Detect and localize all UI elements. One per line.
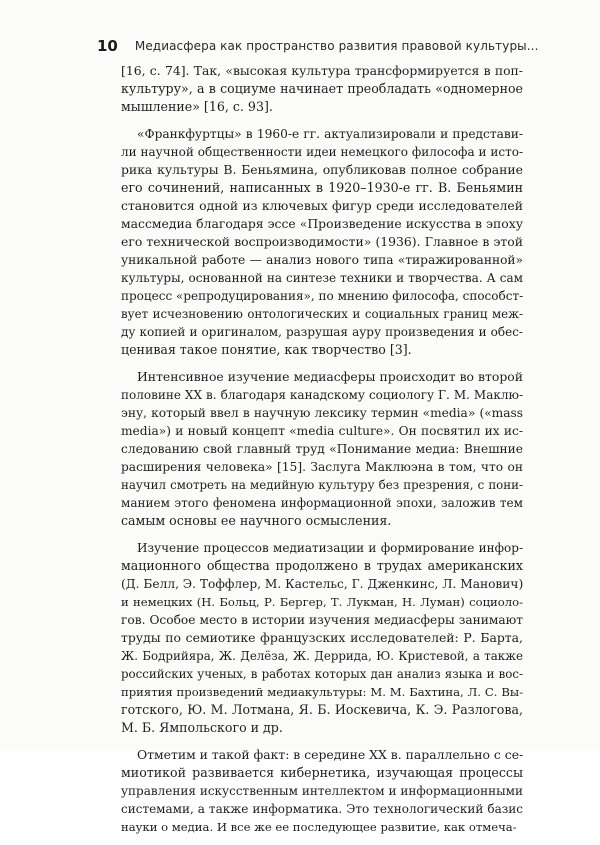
text-line: управления искусственным интеллектом и информационными xyxy=(121,784,523,798)
text-line: массмедиа благодаря эссе «Произведение искусства в эпоху xyxy=(121,216,523,231)
paragraph xyxy=(121,368,523,530)
text-line: готского, Ю. М. Лотмана, Я. Б. Иоскевича, К. Э. Разлогова, xyxy=(121,702,523,717)
text-line: половине XX в. благодаря канадскому социологу Г. М. Маклю- xyxy=(121,388,523,402)
text-line: труды по семиотике французских исследователей: Р. Барта, xyxy=(121,630,523,645)
text-line: Интенсивное изучение медиасферы происходит во второй xyxy=(137,369,523,384)
paragraph xyxy=(121,125,523,359)
text-line: и немецких (Н. Больц, Р. Бергер, Т. Лукман, Н. Луман) социоло- xyxy=(121,595,523,609)
paragraph xyxy=(121,62,523,116)
running-header xyxy=(97,36,539,56)
text-line: Ж. Бодрийяра, Ж. Делёза, Ж. Деррида, Ю. Кристевой, а также xyxy=(121,649,523,663)
page-number: 10 xyxy=(97,37,118,55)
text-line: системами, а также информатика. Это технологический базис xyxy=(121,802,523,816)
text-line: media») и новый концепт «media culture». Он посвятил их ис- xyxy=(121,424,523,438)
paragraph xyxy=(121,539,523,737)
text-line: миотикой развивается кибернетика, изучающая процессы xyxy=(121,765,523,780)
text-line: [16, с. 74]. Так, «высокая культура трансформируется в поп- xyxy=(121,63,523,78)
text-line: становится одной из ключевых фигур среди исследователей xyxy=(121,198,523,213)
text-line: «Франкфуртцы» в 1960-е гг. актуализировали и представи- xyxy=(137,127,523,141)
text-line: (Д. Белл, Э. Тоффлер, М. Кастельс, Г. Дженкинс, Л. Манович) xyxy=(121,577,523,591)
text-line: науки о медиа. И все же ее последующее развитие, как отмеча- xyxy=(121,820,517,834)
text-line: самым основы ее научного осмысления. xyxy=(121,513,392,528)
text-line: манием этого феномена информационной эпохи, заложив тем xyxy=(121,496,523,510)
text-line: рика культуры В. Беньямина, опубликовав полное собрание xyxy=(121,162,523,177)
text-line: научил смотреть на медийную культуру без презрения, с пони- xyxy=(121,478,523,492)
paragraph xyxy=(121,746,523,836)
running-title: Медиасфера как пространство развития правовой культуры... xyxy=(134,39,539,53)
text-line: ценивая такое понятие, как творчество [3]. xyxy=(121,342,412,357)
text-line: М. Б. Ямпольского и др. xyxy=(121,720,283,735)
text-line: его технической воспроизводимости» (1936). Главное в этой xyxy=(121,234,523,249)
text-line: культуры, основанной на синтезе техники и творчества. А сам xyxy=(121,271,523,285)
text-line: его сочинений, написанных в 1920–1930-е гг. В. Беньямин xyxy=(121,180,523,195)
text-line: уникальной работе — анализ нового типа «тиражированной» xyxy=(121,253,523,267)
text-line: мационного общества продолжено в трудах американских xyxy=(121,558,523,573)
text-line: ли научной общественности идеи немецкого философа и исто- xyxy=(121,145,523,159)
text-line: гов. Особое место в истории изучения медиасферы занимают xyxy=(121,613,523,627)
text-line: следованию свой главный труд «Понимание медиа: Внешние xyxy=(121,442,523,456)
text-line: приятия произведений медиакультуры: М. М. Бахтина, Л. С. Вы- xyxy=(121,685,523,699)
text-line: российских ученых, в работах которых дан анализ языка и вос- xyxy=(121,667,523,681)
text-line: культуру», а в социуме начинает преобладать «одномерное xyxy=(121,81,523,96)
text-line: Отметим и такой факт: в середине XX в. параллельно с се- xyxy=(137,747,523,762)
body-text xyxy=(121,62,523,845)
text-line: Изучение процессов медиатизации и формирование инфор- xyxy=(137,541,523,555)
text-line: эну, который ввел в научную лексику термин «media» («mass xyxy=(121,406,523,420)
text-line: мышление» [16, с. 93]. xyxy=(121,99,273,114)
text-line: вует исчезновению онтологических и социальных границ меж- xyxy=(121,307,523,321)
text-line: ду копией и оригиналом, разрушая ауру произведения и обес- xyxy=(121,325,523,339)
text-line: расширения человека» [15]. Заслуга Маклюэна в том, что он xyxy=(121,460,523,474)
text-line: процесс «репродуцирования», по мнению философа, способст- xyxy=(121,289,523,303)
